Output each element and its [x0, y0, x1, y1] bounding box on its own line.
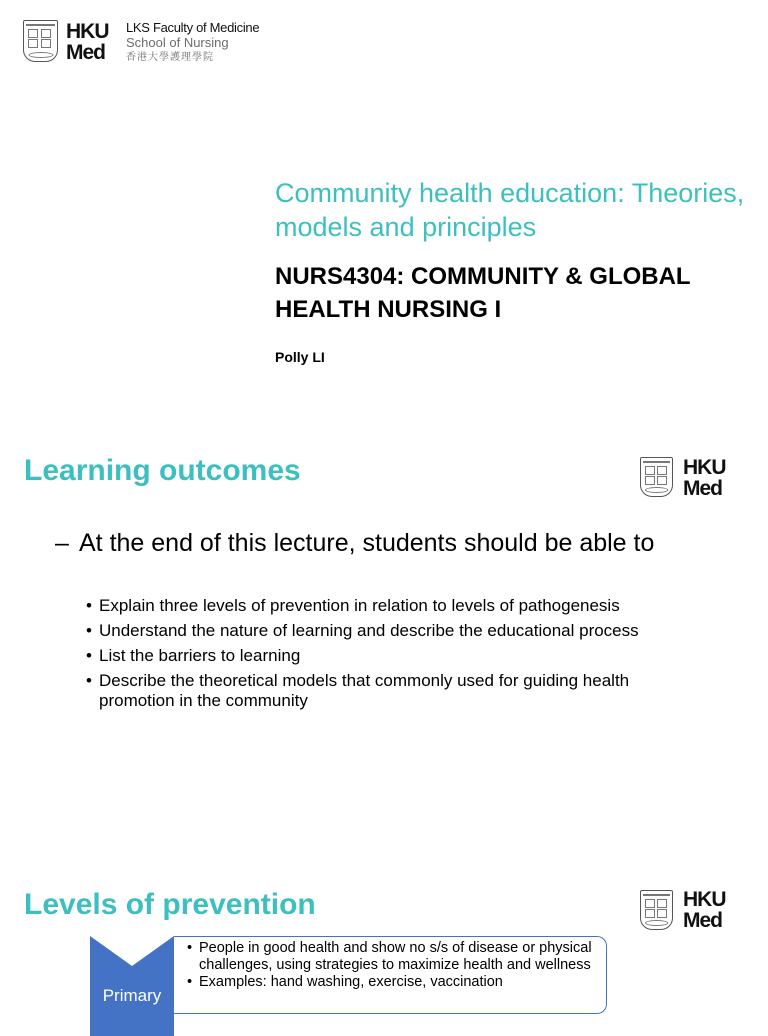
levels-of-prevention-slide: [0, 860, 768, 1024]
faculty-label: LKS Faculty of Medicine School of Nursing 香港大學護理學院: [126, 20, 260, 63]
primary-label: Primary: [102, 986, 162, 1005]
learning-outcomes-slide: [0, 430, 768, 850]
primary-prevention-box: [90, 936, 608, 1014]
list-item: • Understand the nature of learning and describe the educational process: [86, 621, 666, 641]
course-title: NURS4304: COMMUNITY & GLOBAL HEALTH NURSING I: [275, 263, 691, 323]
title-slide: [0, 0, 768, 420]
primary-prevention-list: [187, 940, 597, 991]
list-item: • Explain three levels of prevention in relation to levels of pathogenesis: [86, 596, 666, 616]
hku-crest-icon: [23, 20, 58, 62]
hku-logo-text: HKU Med: [683, 888, 726, 932]
list-item: • List the barriers to learning: [86, 646, 666, 666]
hku-crest-icon: [640, 457, 673, 497]
lead-statement: – At the end of this lecture, students should be able to: [55, 526, 705, 560]
hku-logo-text: HKU Med: [66, 20, 109, 64]
dash-bullet: –: [55, 529, 69, 557]
author-name: Polly LI: [275, 349, 325, 365]
slide-heading: Learning outcomes: [24, 454, 301, 487]
list-item: • Examples: hand washing, exercise, vaccination: [187, 974, 597, 991]
learning-outcome-list: [86, 596, 666, 716]
hku-crest-icon: [640, 890, 673, 930]
presentation-title: Community health education: Theories, models and principles: [275, 178, 745, 242]
list-item: • Describe the theoretical models that commonly used for guiding health promotion in the community: [86, 671, 666, 711]
hku-logo-text: HKU Med: [683, 456, 726, 500]
slide-heading: Levels of prevention: [24, 888, 316, 921]
list-item: • People in good health and show no s/s of disease or physical challenges, using strategies to maximize health and wellness: [187, 940, 597, 974]
